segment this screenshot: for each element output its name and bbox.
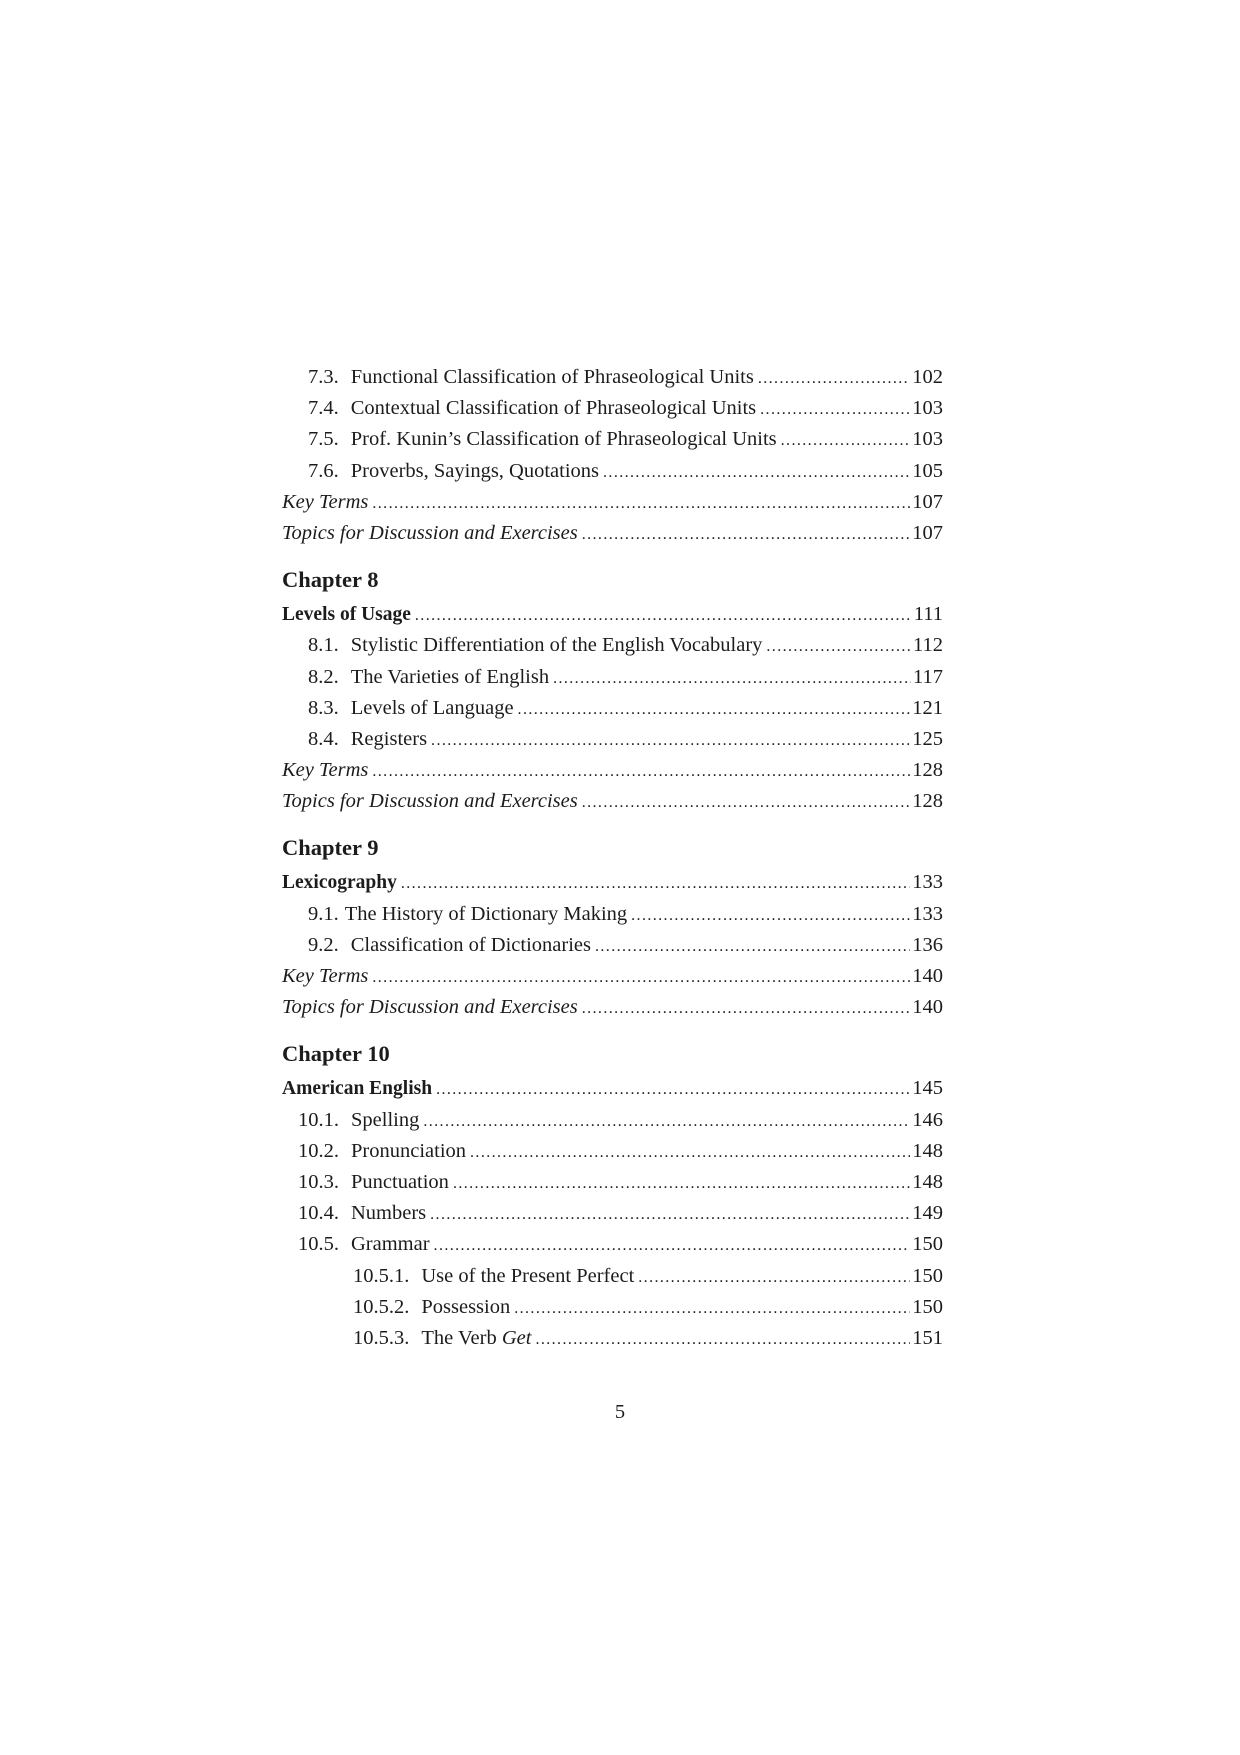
entry-page: 148 [912,1139,943,1162]
entry-page: 128 [912,790,943,813]
entry-title: The History of Dictionary Making [344,902,628,925]
entry-title [421,1323,531,1354]
entry-number: 7.4. [308,397,339,420]
entry-number: 8.1. [308,634,339,657]
entry-page: 102 [912,366,943,388]
dot-leader [372,755,910,787]
dot-leader [436,1073,910,1105]
toc-chapter-10-title[interactable] [282,1073,943,1104]
toc-entry-10-5[interactable] [282,1229,943,1260]
toc-topics-ch9[interactable] [282,992,943,1023]
entry-page: 145 [912,1077,943,1100]
entry-title: Levels of Language [350,696,514,719]
toc-entry-10-3[interactable] [282,1167,943,1198]
toc-entry-7-5[interactable] [282,424,943,455]
toc-key-terms-ch8[interactable] [282,755,943,786]
entry-page: 148 [912,1170,943,1193]
entry-title: Functional Classification of Phraseological Units [350,366,754,388]
dot-leader [431,724,910,756]
page-number: 5 [614,1401,626,1423]
entry-page: 150 [912,1264,943,1287]
entry-page: 107 [912,490,943,513]
entry-number: 9.2. [308,933,339,956]
entry-title: Lexicography [282,872,397,894]
entry-number: 10.5.2. [353,1295,410,1318]
entry-page: 111 [913,603,943,626]
entry-title: The Varieties of English [350,665,550,688]
dot-leader [535,1323,910,1355]
toc-topics-ch7[interactable] [282,518,943,549]
entry-title-italic: Get [501,1326,532,1349]
toc-entry-10-2[interactable] [282,1136,943,1167]
toc-entry-8-1[interactable] [282,630,943,661]
entry-number: 10.2. [298,1139,339,1162]
entry-number: 10.5. [298,1233,339,1256]
chapter-9-heading: Chapter 9 [282,835,379,861]
entry-title: Stylistic Differentiation of the English Vocabulary [350,634,763,657]
entry-title: Topics for Discussion and Exercises [282,996,578,1019]
toc-chapter-9-title[interactable] [282,867,943,898]
toc-entry-8-4[interactable] [282,724,943,755]
entry-page: 146 [912,1108,943,1131]
entry-title: Topics for Discussion and Exercises [282,521,578,544]
toc-entry-8-2[interactable] [282,662,943,693]
entry-page: 150 [912,1295,943,1318]
toc-entry-10-5-1[interactable] [282,1261,943,1292]
dot-leader [582,992,911,1024]
entry-title-prefix: The Verb [421,1326,497,1349]
dot-leader [514,1292,910,1324]
entry-page: 151 [912,1326,943,1349]
entry-title: Key Terms [282,759,369,782]
entry-title: Pronunciation [351,1139,467,1162]
entry-title: Key Terms [282,490,369,513]
entry-title: Possession [421,1295,511,1318]
entry-title: American English [282,1078,433,1100]
entry-title: Levels of Usage [282,604,411,626]
entry-page: 105 [912,459,943,482]
toc-key-terms-ch7[interactable] [282,487,943,518]
dot-leader [423,1105,910,1137]
toc-entry-10-1[interactable] [282,1105,943,1136]
dot-leader [595,930,910,962]
entry-number: 10.5.3. [353,1326,410,1349]
entry-title: Key Terms [282,965,369,987]
entry-title: Numbers [351,1202,427,1225]
entry-page: 133 [912,902,943,925]
dot-leader [631,899,910,931]
toc-entry-10-5-2[interactable] [282,1292,943,1323]
toc-entry-10-4[interactable] [282,1198,943,1229]
dot-leader [582,518,911,550]
entry-title: Spelling [351,1108,420,1131]
entry-title: Use of the Present Perfect [421,1264,635,1287]
entry-page: 103 [912,428,943,451]
entry-page: 140 [912,996,943,1019]
chapter-10-heading: Chapter 10 [282,1041,390,1067]
dot-leader [760,393,910,425]
toc-entry-7-6[interactable] [282,456,943,487]
dot-leader [603,456,910,488]
toc-entry-9-1[interactable] [282,899,943,930]
toc-entry-7-4[interactable] [282,393,943,424]
entry-title: Contextual Classification of Phraseological Units [350,397,757,420]
dot-leader [372,961,910,993]
entry-page: 140 [912,965,943,987]
entry-page: 150 [912,1233,943,1256]
dot-leader [453,1167,910,1199]
toc-chapter-8-title[interactable] [282,599,943,630]
toc-key-terms-ch9[interactable] [282,961,943,992]
entry-number: 8.2. [308,665,339,688]
entry-page: 133 [912,871,943,894]
dot-leader [758,362,910,394]
table-of-contents [282,362,943,1354]
dot-leader [401,867,910,899]
entry-page: 103 [912,397,943,420]
entry-page: 128 [912,759,943,782]
entry-title: Prof. Kunin’s Classification of Phraseological Units [350,428,777,451]
dot-leader [518,693,911,725]
entry-number: 10.1. [298,1108,339,1131]
entry-page: 121 [912,696,943,719]
toc-entry-7-3[interactable] [282,362,943,393]
entry-number: 7.5. [308,428,339,451]
entry-number: 10.4. [298,1202,339,1225]
entry-number: 7.6. [308,459,339,482]
entry-page: 117 [913,665,943,688]
entry-number: 10.5.1. [353,1264,410,1287]
dot-leader [415,599,912,631]
dot-leader [638,1261,910,1293]
toc-entry-9-2[interactable] [282,930,943,961]
dot-leader [430,1198,910,1230]
entry-page: 149 [912,1202,943,1225]
entry-title: Registers [350,727,428,750]
entry-title: Grammar [351,1233,430,1256]
toc-entry-8-3[interactable] [282,693,943,724]
chapter-8-heading: Chapter 8 [282,567,379,593]
entry-number: 8.4. [308,727,339,750]
dot-leader [582,786,911,818]
entry-page: 125 [912,727,943,750]
entry-number: 8.3. [308,696,339,719]
dot-leader [766,630,911,662]
entry-title: Proverbs, Sayings, Quotations [350,459,600,482]
entry-page: 136 [912,933,943,956]
entry-title: Classification of Dictionaries [350,933,591,956]
dot-leader [781,424,911,456]
toc-entry-10-5-3[interactable] [282,1323,943,1354]
dot-leader [434,1229,911,1261]
toc-topics-ch8[interactable] [282,786,943,817]
entry-title: Punctuation [351,1170,449,1193]
entry-number: 7.3. [308,366,339,388]
dot-leader [553,662,911,694]
entry-page: 107 [912,521,943,544]
dot-leader [372,487,910,519]
entry-number: 10.3. [298,1170,339,1193]
entry-number: 9.1. [308,902,339,925]
entry-page: 112 [913,634,943,657]
entry-title: Topics for Discussion and Exercises [282,790,578,813]
dot-leader [470,1136,910,1168]
